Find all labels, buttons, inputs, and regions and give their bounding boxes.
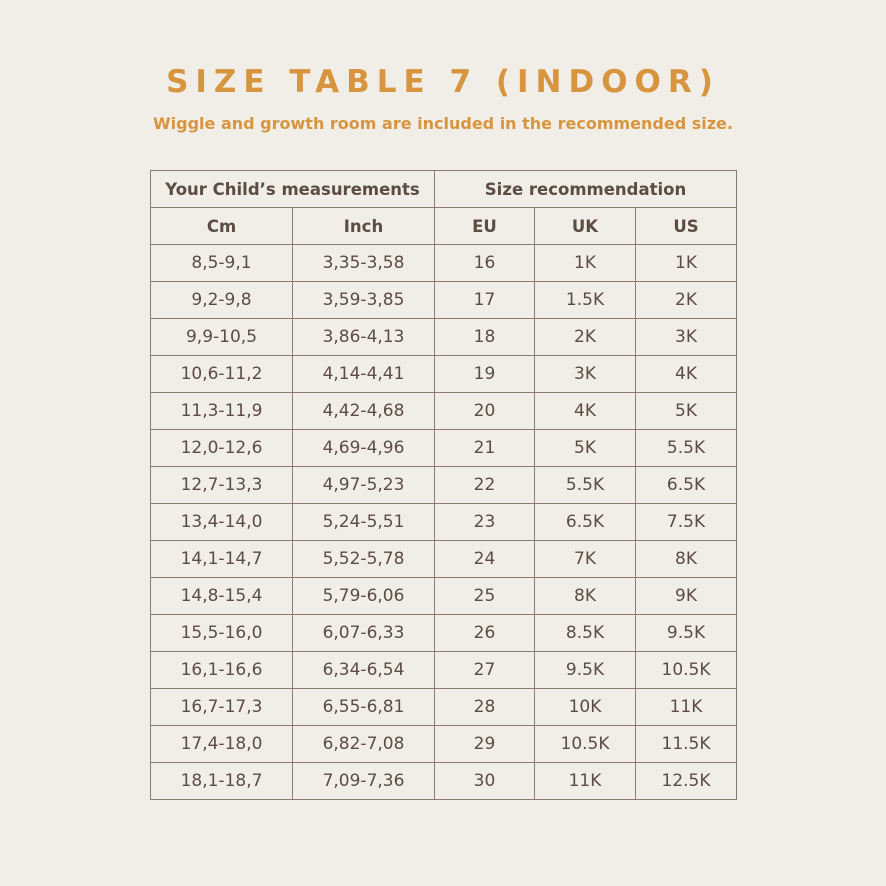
- cell-inch: 6,82-7,08: [293, 726, 435, 763]
- cell-eu: 17: [435, 282, 535, 319]
- cell-inch: 6,07-6,33: [293, 615, 435, 652]
- table-row: [151, 245, 737, 282]
- cell-us: 11.5K: [636, 726, 737, 763]
- cell-cm: 14,8-15,4: [151, 578, 293, 615]
- cell-us: 8K: [636, 541, 737, 578]
- cell-us: 10.5K: [636, 652, 737, 689]
- cell-uk: 9.5K: [535, 652, 636, 689]
- cell-cm: 14,1-14,7: [151, 541, 293, 578]
- cell-inch: 4,97-5,23: [293, 467, 435, 504]
- table-row: [151, 467, 737, 504]
- table-row: [151, 319, 737, 356]
- group-header-measurements: Your Child’s measurements: [151, 171, 435, 208]
- table-column-header-row: [151, 208, 737, 245]
- cell-us: 9.5K: [636, 615, 737, 652]
- table-row: [151, 726, 737, 763]
- table-row: [151, 541, 737, 578]
- cell-cm: 16,1-16,6: [151, 652, 293, 689]
- cell-us: 4K: [636, 356, 737, 393]
- table-row: [151, 430, 737, 467]
- cell-inch: 7,09-7,36: [293, 763, 435, 800]
- cell-us: 7.5K: [636, 504, 737, 541]
- cell-eu: 23: [435, 504, 535, 541]
- table-row: [151, 615, 737, 652]
- cell-uk: 11K: [535, 763, 636, 800]
- column-header-eu: EU: [435, 208, 535, 245]
- table-row: [151, 282, 737, 319]
- cell-cm: 9,9-10,5: [151, 319, 293, 356]
- cell-us: 11K: [636, 689, 737, 726]
- cell-eu: 20: [435, 393, 535, 430]
- cell-uk: 5.5K: [535, 467, 636, 504]
- cell-uk: 5K: [535, 430, 636, 467]
- cell-inch: 4,14-4,41: [293, 356, 435, 393]
- cell-uk: 7K: [535, 541, 636, 578]
- cell-cm: 10,6-11,2: [151, 356, 293, 393]
- cell-uk: 8K: [535, 578, 636, 615]
- cell-inch: 4,69-4,96: [293, 430, 435, 467]
- cell-cm: 8,5-9,1: [151, 245, 293, 282]
- table-row: [151, 393, 737, 430]
- cell-uk: 2K: [535, 319, 636, 356]
- cell-inch: 6,55-6,81: [293, 689, 435, 726]
- cell-uk: 1.5K: [535, 282, 636, 319]
- cell-inch: 5,24-5,51: [293, 504, 435, 541]
- cell-eu: 21: [435, 430, 535, 467]
- page-subtitle: Wiggle and growth room are included in the recommended size.: [153, 114, 733, 133]
- table-row: [151, 652, 737, 689]
- cell-cm: 12,7-13,3: [151, 467, 293, 504]
- group-header-recommendation: Size recommendation: [435, 171, 737, 208]
- cell-uk: 10K: [535, 689, 636, 726]
- cell-cm: 12,0-12,6: [151, 430, 293, 467]
- cell-eu: 22: [435, 467, 535, 504]
- column-header-inch: Inch: [293, 208, 435, 245]
- cell-us: 3K: [636, 319, 737, 356]
- cell-eu: 19: [435, 356, 535, 393]
- cell-uk: 10.5K: [535, 726, 636, 763]
- size-table: [150, 170, 737, 800]
- cell-us: 5K: [636, 393, 737, 430]
- cell-uk: 8.5K: [535, 615, 636, 652]
- cell-us: 9K: [636, 578, 737, 615]
- cell-inch: 6,34-6,54: [293, 652, 435, 689]
- cell-inch: 5,79-6,06: [293, 578, 435, 615]
- cell-eu: 28: [435, 689, 535, 726]
- table-group-header-row: [151, 171, 737, 208]
- cell-cm: 13,4-14,0: [151, 504, 293, 541]
- cell-uk: 3K: [535, 356, 636, 393]
- cell-cm: 9,2-9,8: [151, 282, 293, 319]
- cell-inch: 3,59-3,85: [293, 282, 435, 319]
- column-header-cm: Cm: [151, 208, 293, 245]
- cell-cm: 11,3-11,9: [151, 393, 293, 430]
- table-row: [151, 504, 737, 541]
- cell-cm: 18,1-18,7: [151, 763, 293, 800]
- cell-cm: 16,7-17,3: [151, 689, 293, 726]
- cell-us: 12.5K: [636, 763, 737, 800]
- page-title: SIZE TABLE 7 (INDOOR): [166, 64, 720, 100]
- cell-eu: 25: [435, 578, 535, 615]
- table-row: [151, 763, 737, 800]
- cell-us: 2K: [636, 282, 737, 319]
- cell-inch: 5,52-5,78: [293, 541, 435, 578]
- cell-us: 6.5K: [636, 467, 737, 504]
- cell-cm: 17,4-18,0: [151, 726, 293, 763]
- cell-inch: 3,86-4,13: [293, 319, 435, 356]
- column-header-us: US: [636, 208, 737, 245]
- cell-eu: 26: [435, 615, 535, 652]
- cell-uk: 6.5K: [535, 504, 636, 541]
- cell-eu: 24: [435, 541, 535, 578]
- cell-eu: 29: [435, 726, 535, 763]
- table-row: [151, 578, 737, 615]
- table-row: [151, 689, 737, 726]
- table-body: [151, 245, 737, 800]
- table-row: [151, 356, 737, 393]
- cell-inch: 4,42-4,68: [293, 393, 435, 430]
- cell-uk: 1K: [535, 245, 636, 282]
- cell-inch: 3,35-3,58: [293, 245, 435, 282]
- cell-eu: 18: [435, 319, 535, 356]
- cell-eu: 16: [435, 245, 535, 282]
- cell-eu: 27: [435, 652, 535, 689]
- cell-uk: 4K: [535, 393, 636, 430]
- column-header-uk: UK: [535, 208, 636, 245]
- cell-us: 5.5K: [636, 430, 737, 467]
- cell-cm: 15,5-16,0: [151, 615, 293, 652]
- cell-us: 1K: [636, 245, 737, 282]
- cell-eu: 30: [435, 763, 535, 800]
